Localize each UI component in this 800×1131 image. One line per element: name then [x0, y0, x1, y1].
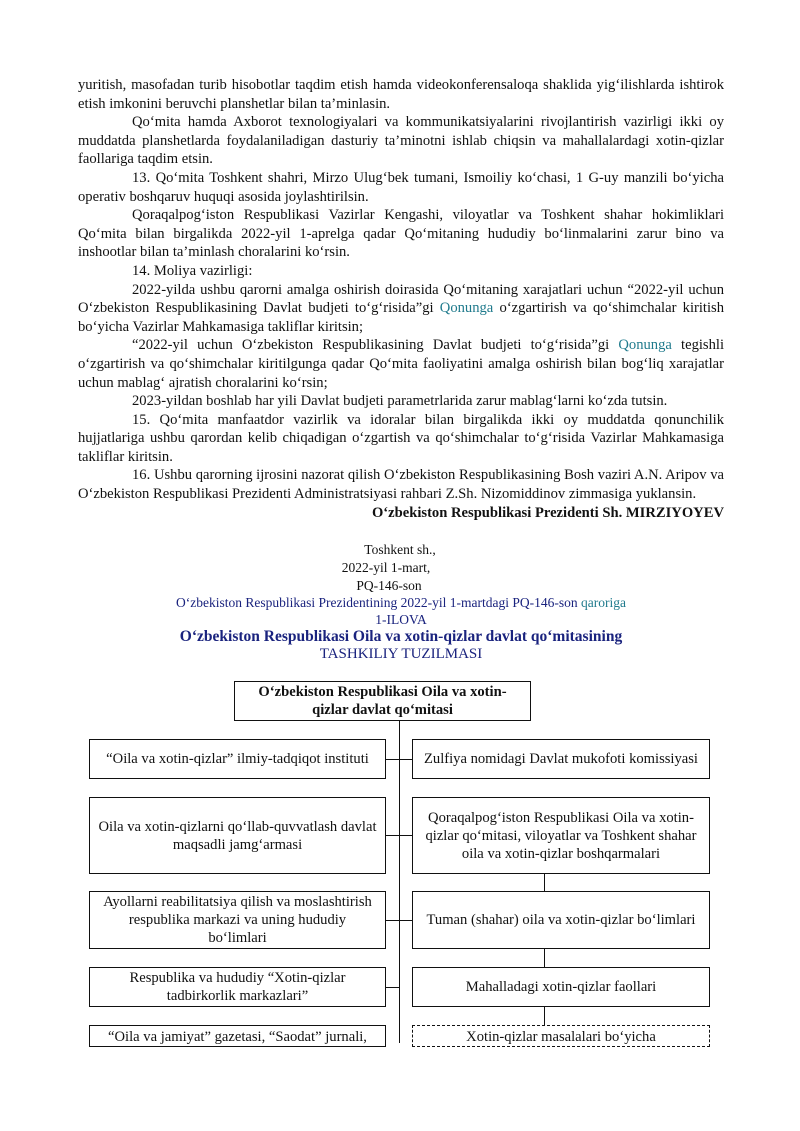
org-box-regional-committees: Qoraqalpog‘iston Respublikasi Oila va xotin-qizlar qo‘mitasi, viloyatlar va Toshkent shahar oila va xotin-qizlar boshqarmalari: [412, 797, 710, 874]
appendix-reference-text: O‘zbekiston Respublikasi Prezidentining 2022-yil 1-martdagi PQ-146-son: [176, 595, 578, 610]
appendix-title: O‘zbekiston Respublikasi Oila va xotin-qizlar davlat qo‘mitasining: [179, 628, 623, 645]
connector-branch: [386, 759, 412, 760]
org-box-committee: O‘zbekiston Respublikasi Oila va xotin-qizlar davlat qo‘mitasi: [234, 681, 531, 721]
connector-vertical: [544, 874, 545, 891]
document-body: [78, 76, 724, 522]
org-box-entrepreneurship-centers: Respublika va hududiy “Xotin-qizlar tadbirkorlik markazlari”: [89, 967, 386, 1007]
law-link[interactable]: Qonunga: [618, 337, 672, 354]
org-box-rehabilitation-center: Ayollarni reabilitatsiya qilish va moslashtirish respublika markazi va uning hududiy bo‘limlari: [89, 891, 386, 949]
signature-date: 2022-yil 1-mart,: [341, 560, 431, 575]
paragraph: Qo‘mita hamda Axborot texnologiyalari va kommunikatsiyalarini rivojlantirish vazirligi ikki oy muddatda planshetlarda foydalaniladigan dasturiy ta’minotni ishlab chiqsin va mahallalardagi xotin-qizlar faollariga taqdim etsin.: [78, 114, 724, 168]
paragraph: 15. Qo‘mita manfaatdor vazirlik va idoralar bilan birgalikda ikki oy muddatda qonunchilik hujjatlariga ushbu qarordan kelib chiqadigan o‘zgartish va qo‘shimchalar to‘g‘risida Vazirlar Mahkamasiga takliflar kiritsin.: [78, 411, 724, 465]
paragraph: 2023-yildan boshlab har yili Davlat budjeti parametrlarida zarur mablag‘larni ko‘zda tutsin.: [132, 393, 668, 410]
org-box-women-issues: Xotin-qizlar masalalari bo‘yicha: [412, 1025, 710, 1047]
paragraph: [78, 336, 724, 392]
appendix-subtitle: TASHKILIY TUZILMASI: [319, 646, 483, 662]
signature-place: Toshkent sh.,: [364, 542, 436, 557]
org-box-support-fund: Oila va xotin-qizlarni qo‘llab-quvvatlash davlat maqsadli jamg‘armasi: [89, 797, 386, 874]
paragraph-text: o‘zgartirish va qo‘shimchalar kiritish bo‘yicha Vazirlar Mahkamasiga takliflar kiritsin;: [78, 300, 725, 335]
signature: O‘zbekiston Respublikasi Prezidenti Sh. MIRZIYOYEV: [371, 504, 724, 521]
org-box-research-institute: “Oila va xotin-qizlar” ilmiy-tadqiqot instituti: [89, 739, 386, 779]
paragraph: yuritish, masofadan turib hisobotlar taqdim etish hamda videokonferensaloqa shaklida yig‘ilishlarda ishtirok etish imkonini beruvchi planshetlar bilan ta’minlasin.: [78, 77, 724, 112]
law-link[interactable]: Qonunga: [439, 300, 494, 317]
connector-vertical: [544, 1007, 545, 1025]
decree-link[interactable]: qaroriga: [580, 595, 626, 610]
org-box-mahalla-activists: Mahalladagi xotin-qizlar faollari: [412, 967, 710, 1007]
paragraph: 13. Qo‘mita Toshkent shahri, Mirzo Ulug‘bek tumani, Ismoiliy ko‘chasi, 1 G-uy manzili bo‘yicha operativ boshqaruv huquqi asosida joylashtirilsin.: [78, 169, 724, 205]
appendix-label: 1-ILOVA: [375, 612, 427, 627]
connector-branch: [386, 920, 412, 921]
connector-trunk: [399, 720, 400, 1043]
paragraph: [78, 281, 724, 337]
paragraph-text: “2022-yil uchun O‘zbekiston Respublikasining Davlat budjeti to‘g‘risida”gi: [132, 337, 610, 354]
paragraph: Qoraqalpog‘iston Respublikasi Vazirlar Kengashi, viloyatlar va Toshkent shahar hokimliklari Qo‘mita bilan birgalikda 2022-yil 1-aprelga qadar Qo‘mitaning hududiy bo‘linmalarini zarur bino va inshootlar bilan ta’minlash choralarini ko‘rsin.: [78, 207, 724, 261]
paragraph-text: 2022-yilda ushbu qarorni amalga oshirish doirasida Qo‘mitaning xarajatlari uchun “2022-yil uchun O‘zbekiston Respublikasining Davlat budjeti to‘g‘risida”gi: [78, 281, 724, 317]
decree-number: PQ-146-son: [356, 578, 422, 593]
connector-branch: [386, 987, 400, 988]
org-box-publications: “Oila va jamiyat” gazetasi, “Saodat” jurnali,: [89, 1025, 386, 1047]
org-box-district-departments: Tuman (shahar) oila va xotin-qizlar bo‘limlari: [412, 891, 710, 949]
org-box-zulfiya-award-commission: Zulfiya nomidagi Davlat mukofoti komissiyasi: [412, 739, 710, 779]
paragraph-text: tegishli o‘zgartirish va qo‘shimchalar kiritilgunga qadar Qo‘mita faoliyatini amalga oshirish bilan bog‘liq xarajatlar uchun mablag‘ ajratish choralarini ko‘rsin;: [78, 337, 725, 391]
appendix-reference: [78, 594, 724, 612]
connector-branch: [386, 835, 412, 836]
paragraph: 16. Ushbu qarorning ijrosini nazorat qilish O‘zbekiston Respublikasining Bosh vaziri A.N. Aripov va O‘zbekiston Respublikasi Prezidenti Administratsiyasi rahbari Z.Sh. Nizomiddinov zimmasiga yuklansin.: [78, 467, 724, 503]
paragraph: 14. Moliya vazirligi:: [132, 262, 253, 279]
connector-vertical: [544, 948, 545, 968]
